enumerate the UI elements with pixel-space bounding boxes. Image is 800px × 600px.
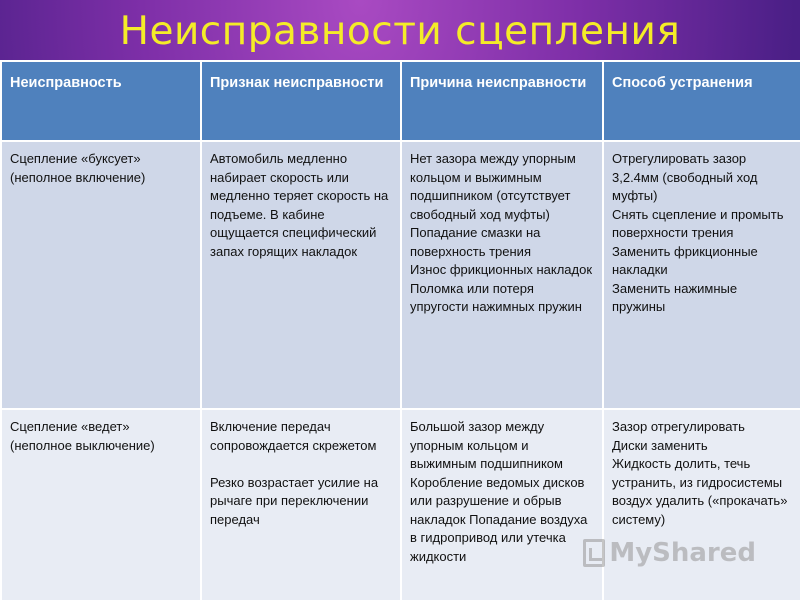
table-row <box>1 409 800 600</box>
cause-line: Нет зазора между упорным кольцом и выжимным подшипником (отсутствует свободный ход муфты) <box>410 151 576 222</box>
remedy-line: Диски заменить <box>612 437 708 453</box>
cell-remedy <box>603 141 800 409</box>
remedy-line: Заменить нажимные пружины <box>612 280 738 314</box>
faults-table <box>0 60 800 600</box>
table-header-row <box>1 61 800 141</box>
symptom-line: Резко возрастает усилие на рычаге при переключении передач <box>210 474 379 527</box>
remedy-line: Жидкость долить, течь устранить, из гидросистемы воздух удалить («прокачать» систему) <box>612 456 788 527</box>
header-symptom: Признак неисправности <box>201 61 401 141</box>
table-row <box>1 141 800 409</box>
cell-fault: Сцепление «ведет» (неполное выключение) <box>1 409 201 600</box>
cell-remedy <box>603 409 800 600</box>
cell-symptom <box>201 409 401 600</box>
header-cause: Причина неисправности <box>401 61 603 141</box>
watermark-text: MyShared <box>609 538 756 568</box>
cause-line: Коробление ведомых дисков или разрушение и обрыв накладок Попадание воздуха в гидропривод или утечка жидкости <box>410 474 588 564</box>
cause-line: Износ фрикционных накладок <box>410 262 593 277</box>
cell-cause <box>401 409 603 600</box>
remedy-line: Зазор отрегулировать <box>612 419 745 434</box>
header-fault: Неисправность <box>1 61 201 141</box>
cell-symptom: Автомобиль медленно набирает скорость или медленно теряет скорость на подъеме. В кабине ощущается специфический запах горящих накладок <box>201 141 401 409</box>
cause-line: Попадание смазки на поверхность трения <box>410 225 541 259</box>
header-remedy: Способ устранения <box>603 61 800 141</box>
cause-line: Большой зазор между упорным кольцом и выжимным подшипником <box>410 419 563 471</box>
cause-line: Поломка или потеря упругости нажимных пружин <box>410 280 582 314</box>
slide-title: Неисправности сцепления <box>119 9 681 54</box>
remedy-line: Отрегулировать зазор 3,2.4мм (свободный ход муфты) <box>612 151 758 203</box>
symptom-line: Включение передач сопровождается скрежетом <box>210 419 377 453</box>
cell-cause <box>401 141 603 409</box>
remedy-line: Снять сцепление и промыть поверхности трения Заменить фрикционные накладки <box>612 206 784 277</box>
cell-fault: Сцепление «буксует» (неполное включение) <box>1 141 201 409</box>
